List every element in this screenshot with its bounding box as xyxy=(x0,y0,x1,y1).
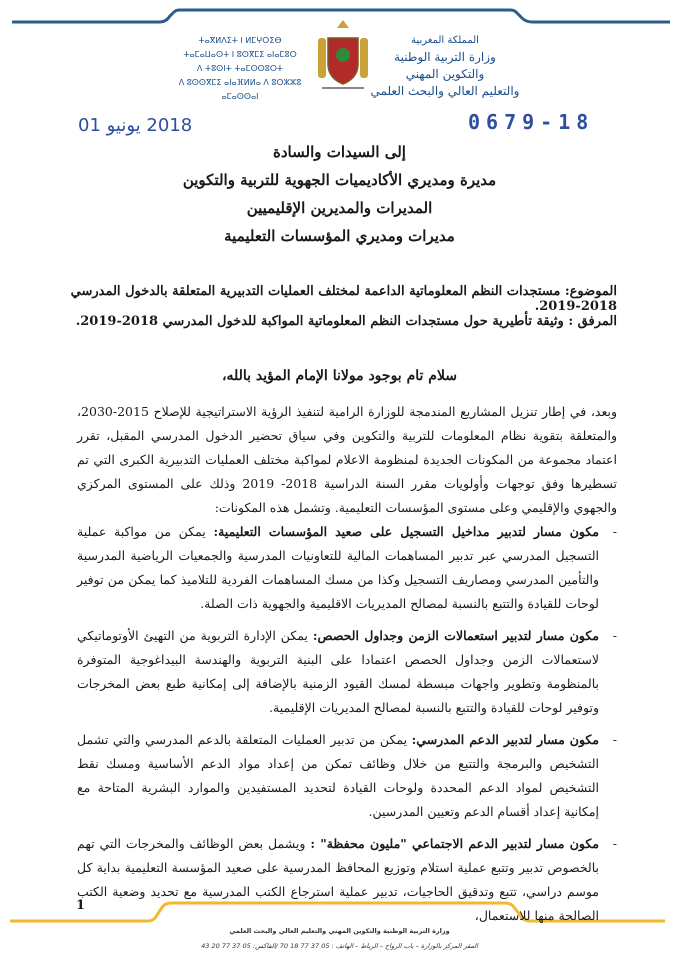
footer-address: المقر المركز بالوزارة – باب الرواح – الرباط – الهاتف : 05 37 77 18 70 /الفاكس: 05 37 77 20 43 xyxy=(201,942,478,950)
addressee-line: المديرات والمديرين الإقليميين xyxy=(246,199,433,217)
component-text: يمكن من تدبير العمليات المتعلقة بالدعم المدرسي والتي تشمل التشخيص والبرمجة والتتبع من خلال وظائف تمكن من إعداد مواد الدعم الأساسية ومسك نقط التشخيص لمواد الدعم المحددة ولوحات القيادة لتحديد المستفيدين والموارد البشرية المتاحة مع إمكانية إعداد أقسام الدعم وتعيين المدرسين. xyxy=(77,732,599,819)
coat-of-arms-emblem xyxy=(318,20,368,88)
intro-paragraph: وبعد، في إطار تنزيل المشاريع المندمجة للوزارة الرامية لتنفيذ الرؤية الاستراتيجية للإصلاح 2015-2030، والمتعلقة بتقوية نظام المعلومات للتربية والتكوين وفي سياق تحضير الدخول المدرسي المقبل، تقرر اعتماد مجموعة من المكونات الجديدة لمنظومة الاعلام لمواكبة مختلف العمليات التدبيرية الكبرى التي تم تسطيرها وفق توجهات وأولويات مقرر السنة الدراسية 2018- 2019 وذلك على المستوى المركزي والجهوي والإقليمي وعلى مستوى المؤسسات التعليمية. وتشمل هذه المكونات: xyxy=(77,404,617,515)
ministry-line: وزارة التربية الوطنية xyxy=(394,50,496,64)
bullet-dash: - xyxy=(612,732,617,747)
ministry-line: والتكوين المهني xyxy=(405,67,485,81)
reference-number: 0679-18 xyxy=(468,110,595,134)
component-title: مكون مسار لتدبير مداخيل التسجيل على صعيد المؤسسات التعليمية: xyxy=(213,524,599,539)
bullet-dash: - xyxy=(612,628,617,643)
component-title: مكون مسار لتدبير الدعم الاجتماعي "مليون محفظة" : xyxy=(310,836,599,851)
tifinagh-line: ⴷ ⵜⵓⵙⵏⵜ ⵜⴰⵎⵙⵙⵓⵔⵜ xyxy=(196,64,284,73)
addressees xyxy=(0,138,679,250)
arabic-letterhead xyxy=(370,32,520,100)
component-item xyxy=(77,832,617,928)
page-number: 1 xyxy=(76,898,86,913)
tifinagh-line: ⴷ ⵓⵙⵙⴳⵎⵉ ⴰⵏⴰⴼⵍⵍⴰ ⴷ ⵓⵔⵣⵣⵓ ⴰⵎⴰⵙⵙⴰⵏ xyxy=(178,78,302,101)
component-text: يمكن من مواكبة عملية التسجيل المدرسي عبر تدبير المساهمات المالية للتعاونيات المدرسية والجمعيات الرياضية المدرسية والتأمين المدرسي ومصاريف التسجيل وكذا من مسك المساهمات الفردية للتلاميذ كما يمكن من توفير لوحات للقيادة والتتبع بالنسبة لمصالح المديريات الاقليمية والجهوية ذات الصلة. xyxy=(77,524,599,611)
subject-line: الموضوع: مستجدات النظم المعلوماتية الداعمة لمختلف العمليات التدبيرية المتعلقة بالدخول المدرسي 2018-2019. xyxy=(70,284,617,314)
header-rule xyxy=(12,10,670,22)
component-item xyxy=(77,728,617,824)
kingdom-name: المملكة المغربية xyxy=(411,35,479,46)
component-title: مكون مسار لتدبير الدعم المدرسي: xyxy=(411,732,600,747)
bullet-dash: - xyxy=(612,524,617,539)
ministry-line: والتعليم العالي والبحث العلمي xyxy=(370,84,520,98)
tifinagh-letterhead xyxy=(170,34,310,104)
addressee-line: مديرات ومديري المؤسسات التعليمية xyxy=(224,227,455,245)
tifinagh-line: ⵜⴰⴳⵍⴷⵉⵜ ⵏ ⵍⵎⵖⵔⵉⴱ xyxy=(198,36,282,45)
component-text: يمكن الإدارة التربوية من التهيئ الأوتوماتيكي لاستعمالات الزمن وجداول الحصص اعتمادا على البنية التربوية والهندسة البيداغوجية المتوفرة بالمنظومة وتطوير واجهات مبسطة لمسك القيود الزمنية بالإضافة إلى إمكانية طبع بعض المخرجات وتوفير لوحات للقيادة والتتبع بالنسبة لمصالح المديريات الإقليمية. xyxy=(77,628,599,715)
date-stamp: 2018 يونيو 01 xyxy=(78,115,193,136)
tifinagh-line: ⵜⴰⵎⴰⵡⴰⵙⵜ ⵏ ⵓⵙⴳⵎⵉ ⴰⵏⴰⵎⵓⵔ xyxy=(183,50,297,59)
component-item xyxy=(77,520,617,616)
addressee-line: إلى السيدات والسادة xyxy=(273,143,406,161)
salutation: سلام تام بوجود مولانا الإمام المؤيد بالله، xyxy=(221,368,458,384)
letter-body xyxy=(77,400,617,928)
component-item xyxy=(77,624,617,720)
component-title: مكون مسار لتدبير استعمالات الزمن وجداول الحصص: xyxy=(312,628,599,643)
bullet-dash: - xyxy=(612,836,617,851)
component-text: ويشمل بعض الوظائف والمخرجات التي تهم بالخصوص تدبير وتتبع عملية استلام وتوزيع المحافظ المدرسية على صعيد المؤسسة التعليمية بداية كل موسم دراسي، تتبع وتدقيق الحاجيات، تدبير عملية استرجاع الكتب المدرسية مع تحديد وضعية الكتب الصالحة منها للاستعمال، xyxy=(77,836,599,923)
footer-ministry: وزارة التربية الوطنية والتكوين المهني والتعليم العالي والبحث العلمي xyxy=(229,927,450,935)
attachment-line: المرفق : وثيقة تأطيرية حول مستجدات النظم المعلوماتية المواكبة للدخول المدرسي 2018-2019. xyxy=(75,314,617,329)
addressee-line: مديرة ومديري الأكاديميات الجهوية للتربية والتكوين xyxy=(182,171,497,189)
